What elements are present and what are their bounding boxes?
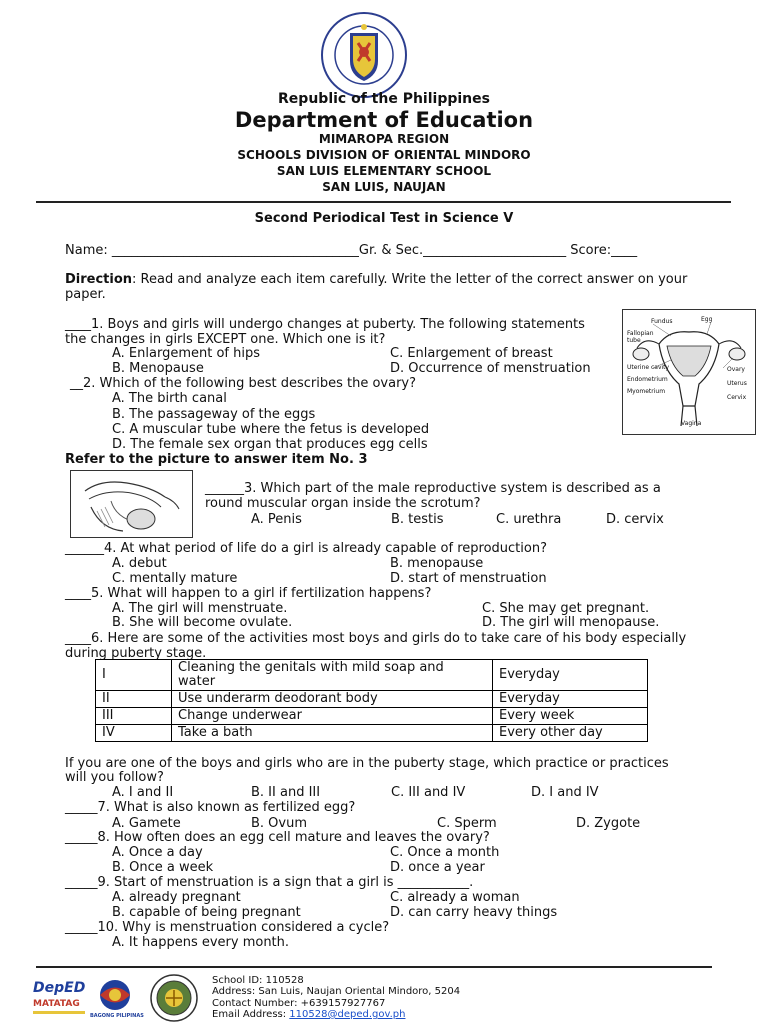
row-frequency: Every other day	[493, 725, 648, 742]
q3-option-c: C. urethra	[496, 512, 562, 527]
row-number: IV	[96, 725, 172, 742]
table-row	[96, 708, 648, 725]
q7-option-b: B. Ovum	[251, 816, 308, 831]
q3-option-a: A. Penis	[251, 512, 302, 527]
q1-option-c: C. Enlargement of breast	[390, 346, 553, 361]
q3-option-d: D. cervix	[606, 512, 664, 527]
bagong-pilipinas-text: BAGONG PILIPINAS	[90, 1013, 144, 1019]
label-egg: Egg	[701, 316, 713, 323]
test-title: Second Periodical Test in Science V	[254, 211, 514, 226]
q6-option-a: A. I and II	[112, 785, 174, 800]
q2-option-d: D. The female sex organ that produces egg cells	[112, 437, 428, 452]
q7-stem: _____7. What is also known as fertilized egg?	[65, 800, 356, 815]
row-number: I	[96, 660, 172, 691]
q6-option-c: C. III and IV	[391, 785, 466, 800]
q2-stem: __2. Which of the following best describes the ovary?	[70, 376, 417, 391]
q5-option-b: B. She will become ovulate.	[112, 615, 293, 630]
q2-option-c: C. A muscular tube where the fetus is developed	[112, 422, 430, 437]
q3-stem-2: round muscular organ inside the scrotum?	[205, 496, 481, 511]
q4-option-b: B. menopause	[390, 556, 484, 571]
q5-option-c: C. She may get pregnant.	[482, 601, 650, 616]
q1-option-b: B. Menopause	[112, 361, 204, 376]
q8-option-b: B. Once a week	[112, 860, 214, 875]
q9-option-a: A. already pregnant	[112, 890, 241, 905]
region-line: MIMAROPA REGION	[318, 132, 450, 146]
q6-stem: ____6. Here are some of the activities most boys and girls do to take care of his body especially	[65, 631, 687, 646]
q4-option-d: D. start of menstruation	[390, 571, 547, 586]
label-uterus: Uterus	[727, 380, 747, 387]
practices-table	[95, 659, 648, 742]
table-row	[96, 691, 648, 708]
q7-option-a: A. Gamete	[112, 816, 181, 831]
q1-stem: ____1. Boys and girls will undergo changes at puberty. The following statements	[65, 317, 585, 332]
label-ovary: Ovary	[727, 366, 745, 373]
q6-follow-2: will you follow?	[65, 770, 164, 785]
row-practice: Change underwear	[172, 708, 493, 725]
q6-stem-2: during puberty stage.	[65, 646, 207, 661]
q5-option-a: A. The girl will menstruate.	[112, 601, 288, 616]
direction-text-2: paper.	[65, 287, 106, 302]
deped-seal	[320, 11, 408, 99]
q9-option-b: B. capable of being pregnant	[112, 905, 301, 920]
refer-instruction: Refer to the picture to answer item No. 3	[65, 452, 368, 467]
q10-option-a: A. It happens every month.	[112, 935, 290, 950]
footer-school-id: School ID: 110528	[212, 975, 304, 986]
q8-option-a: A. Once a day	[112, 845, 203, 860]
q1-option-d: D. Occurrence of menstruation	[390, 361, 591, 376]
division-line: SCHOOLS DIVISION OF ORIENTAL MINDORO	[237, 148, 531, 162]
direction	[65, 272, 687, 287]
email-label: Email Address:	[212, 1009, 290, 1020]
q8-option-d: D. once a year	[390, 860, 485, 875]
label-fundus: Fundus	[651, 318, 673, 325]
footer-address: Address: San Luis, Naujan Oriental Mindoro, 5204	[212, 986, 461, 997]
name-score-line: Name: ______________________________________Gr. & Sec.______________________ Score:____	[65, 243, 638, 258]
q8-stem: _____8. How often does an egg cell mature and leaves the ovary?	[65, 830, 490, 845]
q9-option-c: C. already a woman	[390, 890, 520, 905]
header-divider	[36, 201, 731, 203]
row-frequency: Everyday	[493, 691, 648, 708]
q6-option-b: B. II and III	[251, 785, 321, 800]
q9-stem: _____9. Start of menstruation is a sign that a girl is ___________.	[65, 875, 474, 890]
row-number: II	[96, 691, 172, 708]
label-uterine-cavity: Uterine cavity	[627, 364, 670, 371]
row-number: III	[96, 708, 172, 725]
q1-option-a: A. Enlargement of hips	[112, 346, 260, 361]
row-practice: Cleaning the genitals with mild soap and water	[172, 660, 493, 691]
footer-divider	[36, 966, 712, 968]
q7-option-c: C. Sperm	[437, 816, 497, 831]
q9-option-d: D. can carry heavy things	[390, 905, 558, 920]
direction-text: : Read and analyze each item carefully. Write the letter of the correct answer on your	[132, 272, 688, 287]
q7-option-d: D. Zygote	[576, 816, 641, 831]
deped-logo	[33, 980, 88, 1020]
republic-line: Republic of the Philippines	[278, 91, 490, 107]
q8-option-c: C. Once a month	[390, 845, 500, 860]
male-reproductive-diagram	[70, 470, 193, 538]
location-line: SAN LUIS, NAUJAN	[322, 180, 446, 194]
label-myometrium: Myometrium	[627, 388, 666, 395]
school-seal	[146, 973, 202, 1023]
row-frequency: Every week	[493, 708, 648, 725]
q10-stem: _____10. Why is menstruation considered a cycle?	[65, 920, 390, 935]
deped-wordmark: DepED	[33, 980, 86, 996]
label-endometrium: Endometrium	[627, 376, 668, 383]
footer-email	[212, 1009, 405, 1020]
q1-stem-2: the changes in girls EXCEPT one. Which one is it?	[65, 332, 386, 347]
q5-option-d: D. The girl will menopause.	[482, 615, 660, 630]
q3-option-b: B. testis	[391, 512, 444, 527]
q4-option-c: C. mentally mature	[112, 571, 238, 586]
q6-follow: If you are one of the boys and girls who are in the puberty stage, which practice or practices	[65, 756, 669, 771]
q3-stem: ______3. Which part of the male reproductive system is described as a	[205, 481, 661, 496]
row-frequency: Everyday	[493, 660, 648, 691]
direction-label: Direction	[65, 272, 133, 287]
q6-option-d: D. I and IV	[531, 785, 599, 800]
q2-option-a: A. The birth canal	[112, 391, 227, 406]
email-link[interactable]: 110528@deped.gov.ph	[289, 1009, 406, 1020]
label-cervix: Cervix	[727, 394, 747, 401]
table-row	[96, 660, 648, 691]
q4-option-a: A. debut	[112, 556, 167, 571]
matatag-wordmark: MATATAG	[33, 999, 80, 1009]
female-reproductive-diagram	[622, 309, 756, 435]
department-title: Department of Education	[234, 108, 534, 132]
q5-stem: ____5. What will happen to a girl if fertilization happens?	[65, 586, 432, 601]
q4-stem: ______4. At what period of life do a girl is already capable of reproduction?	[65, 541, 547, 556]
footer-contact: Contact Number: +639157927767	[212, 998, 386, 1009]
row-practice: Use underarm deodorant body	[172, 691, 493, 708]
row-practice: Take a bath	[172, 725, 493, 742]
label-vagina: Vagina	[681, 420, 702, 427]
q2-option-b: B. The passageway of the eggs	[112, 407, 316, 422]
label-fallopian-tube: Fallopian tube	[627, 330, 654, 344]
table-row	[96, 725, 648, 742]
bagong-pilipinas-logo	[90, 978, 144, 1022]
school-line: SAN LUIS ELEMENTARY SCHOOL	[276, 164, 492, 178]
